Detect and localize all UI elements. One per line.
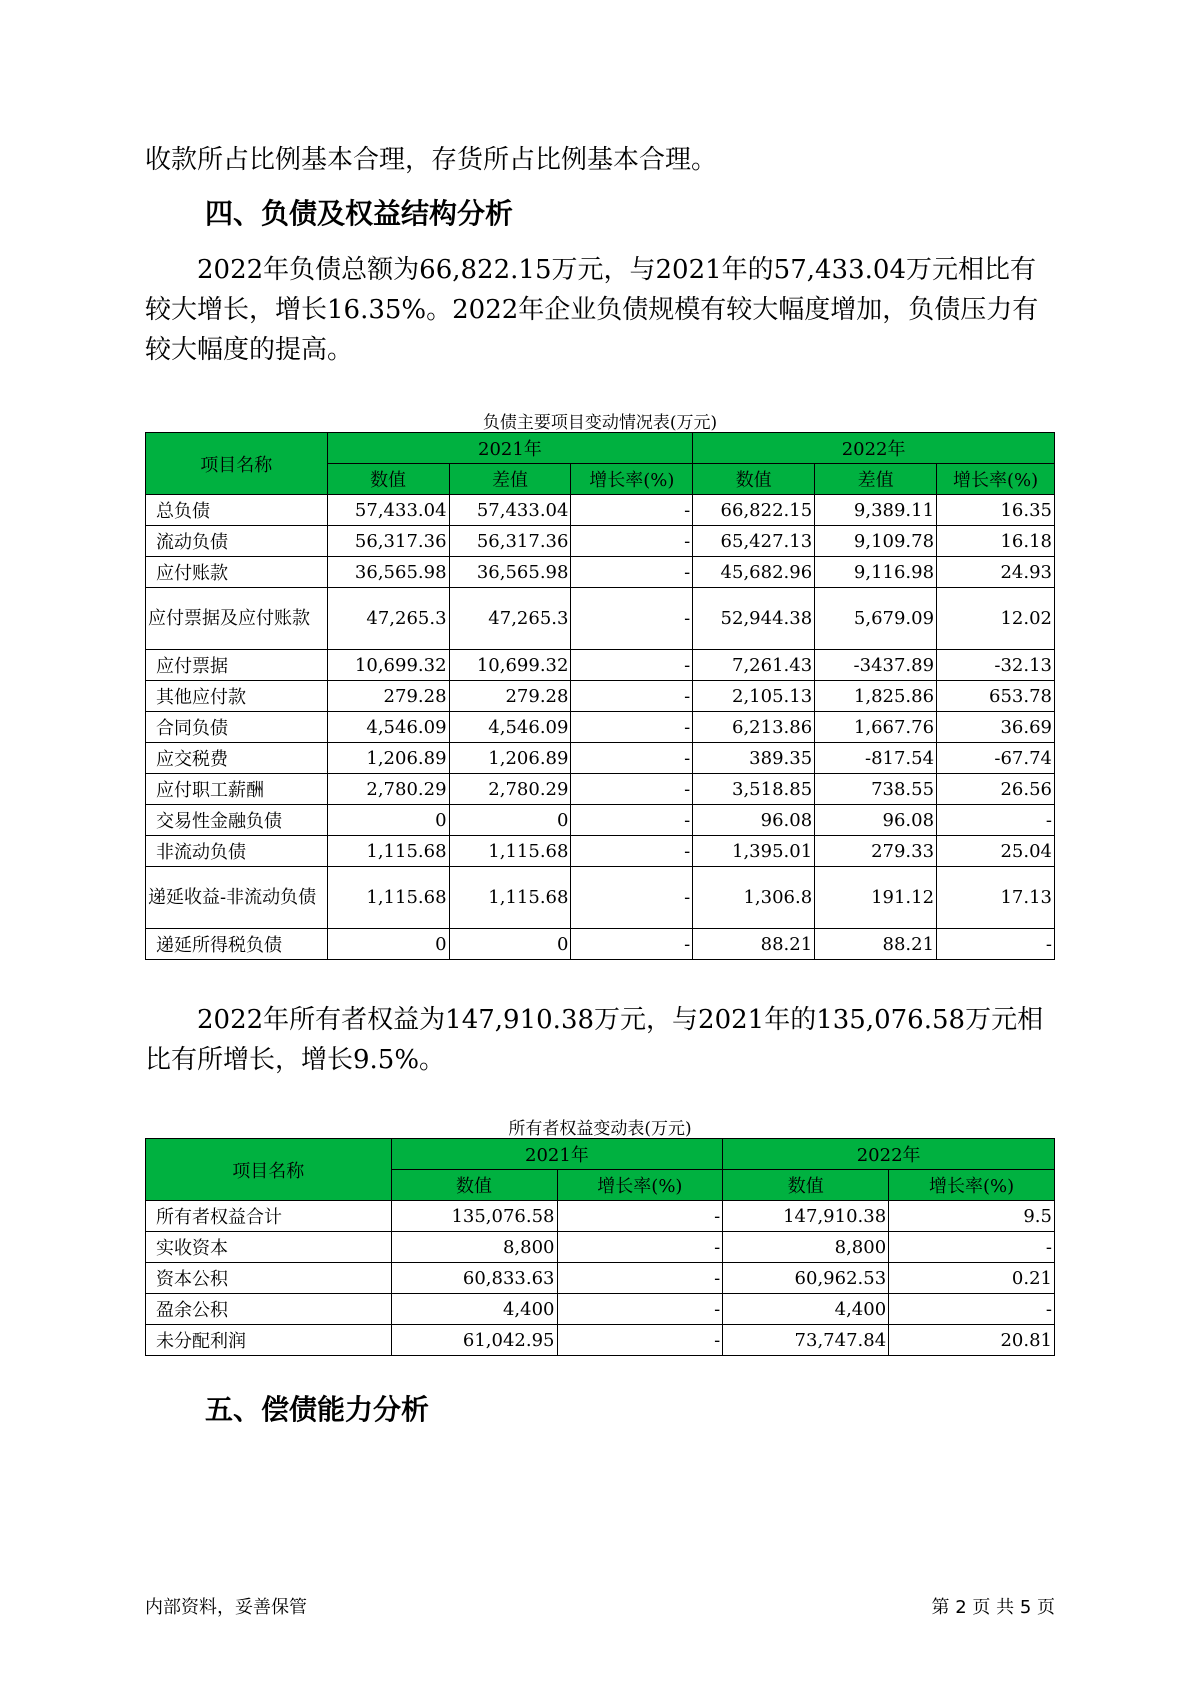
cell-r2: - xyxy=(937,805,1055,836)
cell-v1: 0 xyxy=(327,929,449,960)
cell-v1: 0 xyxy=(327,805,449,836)
cell-d1: 1,115.68 xyxy=(449,867,571,929)
cell-v1: 2,780.29 xyxy=(327,774,449,805)
cell-v1: 1,206.89 xyxy=(327,743,449,774)
cell-v2: 45,682.96 xyxy=(693,557,815,588)
cell-name: 应付票据及应付账款 xyxy=(146,588,328,650)
cell-r2: -67.74 xyxy=(937,743,1055,774)
cell-d2: 9,116.98 xyxy=(815,557,937,588)
equity-summary-paragraph: 2022年所有者权益为147,910.38万元，与2021年的135,076.58万元相比有所增长，增长9.5%。 xyxy=(145,1005,1044,1075)
cell-name: 应付票据 xyxy=(146,650,328,681)
cell-name: 所有者权益合计 xyxy=(146,1201,392,1232)
cell-d1: 1,206.89 xyxy=(449,743,571,774)
cell-r1: - xyxy=(557,1201,723,1232)
cell-d1: 36,565.98 xyxy=(449,557,571,588)
cell-v1: 56,317.36 xyxy=(327,526,449,557)
cell-v1: 4,546.09 xyxy=(327,712,449,743)
cell-r2: 20.81 xyxy=(889,1325,1055,1356)
cell-r2: 24.93 xyxy=(937,557,1055,588)
header-year-2021: 2021年 xyxy=(327,433,693,464)
cell-v1: 61,042.95 xyxy=(391,1325,557,1356)
cell-name: 总负债 xyxy=(146,495,328,526)
subheader-rate-2022: 增长率(%) xyxy=(937,464,1055,495)
subheader-value-2022: 数值 xyxy=(723,1170,889,1201)
section-4-heading: 四、负债及权益结构分析 xyxy=(205,197,514,230)
cell-r1: - xyxy=(571,557,693,588)
liability-summary-paragraph: 2022年负债总额为66,822.15万元，与2021年的57,433.04万元相比有较大增长，增长16.35%。2022年企业负债规模有较大幅度增加，负债压力有较大幅度的提高。 xyxy=(145,255,1039,365)
cell-r1: - xyxy=(571,867,693,929)
cell-d1: 57,433.04 xyxy=(449,495,571,526)
cell-r2: 25.04 xyxy=(937,836,1055,867)
cell-d2: 738.55 xyxy=(815,774,937,805)
cell-d2: 191.12 xyxy=(815,867,937,929)
cell-r1: - xyxy=(571,836,693,867)
table-row xyxy=(146,681,1055,712)
cell-r1: - xyxy=(571,712,693,743)
cell-r2: 26.56 xyxy=(937,774,1055,805)
cell-d1: 56,317.36 xyxy=(449,526,571,557)
table-row xyxy=(146,1294,1055,1325)
subheader-value-2022: 数值 xyxy=(693,464,815,495)
cell-r1: - xyxy=(571,743,693,774)
cell-r2: 0.21 xyxy=(889,1263,1055,1294)
cell-r1: - xyxy=(571,774,693,805)
cell-v2: 65,427.13 xyxy=(693,526,815,557)
cell-v2: 52,944.38 xyxy=(693,588,815,650)
table-row xyxy=(146,495,1055,526)
header-year-2022: 2022年 xyxy=(723,1139,1055,1170)
cell-v2: 4,400 xyxy=(723,1294,889,1325)
table-row xyxy=(146,743,1055,774)
cell-v1: 60,833.63 xyxy=(391,1263,557,1294)
cell-v2: 389.35 xyxy=(693,743,815,774)
cell-v1: 10,699.32 xyxy=(327,650,449,681)
cell-d2: 5,679.09 xyxy=(815,588,937,650)
subheader-value-2021: 数值 xyxy=(391,1170,557,1201)
cell-r2: 16.18 xyxy=(937,526,1055,557)
table-row xyxy=(146,557,1055,588)
table-row xyxy=(146,1263,1055,1294)
cell-v2: 6,213.86 xyxy=(693,712,815,743)
footer-confidential-note: 内部资料，妥善保管 xyxy=(145,1597,307,1618)
cell-r1: - xyxy=(571,929,693,960)
table-row xyxy=(146,588,1055,650)
cell-r2: 12.02 xyxy=(937,588,1055,650)
table-row xyxy=(146,867,1055,929)
cell-v1: 57,433.04 xyxy=(327,495,449,526)
table-row xyxy=(146,1325,1055,1356)
cell-v1: 279.28 xyxy=(327,681,449,712)
cell-d2: 9,109.78 xyxy=(815,526,937,557)
cell-v2: 1,306.8 xyxy=(693,867,815,929)
cell-v1: 1,115.68 xyxy=(327,836,449,867)
cell-v1: 4,400 xyxy=(391,1294,557,1325)
cell-r2: - xyxy=(889,1294,1055,1325)
header-year-2021: 2021年 xyxy=(391,1139,723,1170)
cell-name: 流动负债 xyxy=(146,526,328,557)
table-row xyxy=(146,929,1055,960)
cell-v2: 60,962.53 xyxy=(723,1263,889,1294)
cell-r1: - xyxy=(571,588,693,650)
table-row xyxy=(146,805,1055,836)
cell-name: 递延所得税负债 xyxy=(146,929,328,960)
footer-page-number: 第 2 页 共 5 页 xyxy=(931,1597,1055,1618)
cell-v2: 7,261.43 xyxy=(693,650,815,681)
table-row xyxy=(146,836,1055,867)
cell-name: 应交税费 xyxy=(146,743,328,774)
cell-v2: 3,518.85 xyxy=(693,774,815,805)
cell-d1: 0 xyxy=(449,929,571,960)
header-item-name: 项目名称 xyxy=(146,1139,392,1201)
cell-v1: 135,076.58 xyxy=(391,1201,557,1232)
cell-v2: 66,822.15 xyxy=(693,495,815,526)
cell-d1: 4,546.09 xyxy=(449,712,571,743)
cell-name: 非流动负债 xyxy=(146,836,328,867)
cell-name: 实收资本 xyxy=(146,1232,392,1263)
cell-r1: - xyxy=(571,805,693,836)
table-row xyxy=(146,774,1055,805)
cell-d1: 47,265.3 xyxy=(449,588,571,650)
subheader-value-2021: 数值 xyxy=(327,464,449,495)
cell-d1: 10,699.32 xyxy=(449,650,571,681)
cell-d2: 1,825.86 xyxy=(815,681,937,712)
subheader-rate-2021: 增长率(%) xyxy=(571,464,693,495)
cell-r2: 653.78 xyxy=(937,681,1055,712)
subheader-diff-2021: 差值 xyxy=(449,464,571,495)
section-5-heading: 五、偿债能力分析 xyxy=(205,1393,430,1426)
cell-r2: 9.5 xyxy=(889,1201,1055,1232)
cell-v2: 96.08 xyxy=(693,805,815,836)
cell-name: 应付职工薪酬 xyxy=(146,774,328,805)
equity-table xyxy=(145,1138,1055,1356)
cell-v2: 88.21 xyxy=(693,929,815,960)
cell-v1: 8,800 xyxy=(391,1232,557,1263)
cell-r1: - xyxy=(571,650,693,681)
table-row xyxy=(146,526,1055,557)
subheader-rate-2022: 增长率(%) xyxy=(889,1170,1055,1201)
cell-r1: - xyxy=(557,1232,723,1263)
table-row xyxy=(146,1201,1055,1232)
liability-table-caption: 负债主要项目变动情况表(万元) xyxy=(482,413,718,433)
liability-table xyxy=(145,432,1055,960)
cell-r1: - xyxy=(557,1263,723,1294)
cell-d2: -817.54 xyxy=(815,743,937,774)
equity-table-caption: 所有者权益变动表(万元) xyxy=(508,1119,692,1139)
cell-r2: - xyxy=(937,929,1055,960)
cell-v2: 8,800 xyxy=(723,1232,889,1263)
cell-r2: - xyxy=(889,1232,1055,1263)
cell-d2: 1,667.76 xyxy=(815,712,937,743)
subheader-diff-2022: 差值 xyxy=(815,464,937,495)
cell-name: 未分配利润 xyxy=(146,1325,392,1356)
cell-r1: - xyxy=(571,526,693,557)
cell-v1: 47,265.3 xyxy=(327,588,449,650)
cell-r1: - xyxy=(571,495,693,526)
cell-d1: 1,115.68 xyxy=(449,836,571,867)
cell-r2: 36.69 xyxy=(937,712,1055,743)
cell-name: 盈余公积 xyxy=(146,1294,392,1325)
cell-name: 其他应付款 xyxy=(146,681,328,712)
cell-name: 交易性金融负债 xyxy=(146,805,328,836)
cell-name: 递延收益-非流动负债 xyxy=(146,867,328,929)
cell-v1: 36,565.98 xyxy=(327,557,449,588)
cell-d1: 279.28 xyxy=(449,681,571,712)
cell-r2: -32.13 xyxy=(937,650,1055,681)
header-item-name: 项目名称 xyxy=(146,433,328,495)
cell-d2: 96.08 xyxy=(815,805,937,836)
cell-v2: 1,395.01 xyxy=(693,836,815,867)
cell-name: 合同负债 xyxy=(146,712,328,743)
header-year-2022: 2022年 xyxy=(693,433,1055,464)
cell-d2: 88.21 xyxy=(815,929,937,960)
cell-v2: 147,910.38 xyxy=(723,1201,889,1232)
cell-r1: - xyxy=(557,1325,723,1356)
subheader-rate-2021: 增长率(%) xyxy=(557,1170,723,1201)
cell-d1: 0 xyxy=(449,805,571,836)
cell-r2: 17.13 xyxy=(937,867,1055,929)
cell-v1: 1,115.68 xyxy=(327,867,449,929)
table-row xyxy=(146,712,1055,743)
intro-tail-text: 收款所占比例基本合理，存货所占比例基本合理。 xyxy=(145,145,718,175)
cell-r1: - xyxy=(557,1294,723,1325)
cell-name: 应付账款 xyxy=(146,557,328,588)
cell-d2: 9,389.11 xyxy=(815,495,937,526)
cell-r2: 16.35 xyxy=(937,495,1055,526)
table-row xyxy=(146,650,1055,681)
cell-d2: 279.33 xyxy=(815,836,937,867)
cell-d2: -3437.89 xyxy=(815,650,937,681)
cell-v2: 73,747.84 xyxy=(723,1325,889,1356)
cell-r1: - xyxy=(571,681,693,712)
cell-d1: 2,780.29 xyxy=(449,774,571,805)
cell-name: 资本公积 xyxy=(146,1263,392,1294)
table-row xyxy=(146,1232,1055,1263)
cell-v2: 2,105.13 xyxy=(693,681,815,712)
